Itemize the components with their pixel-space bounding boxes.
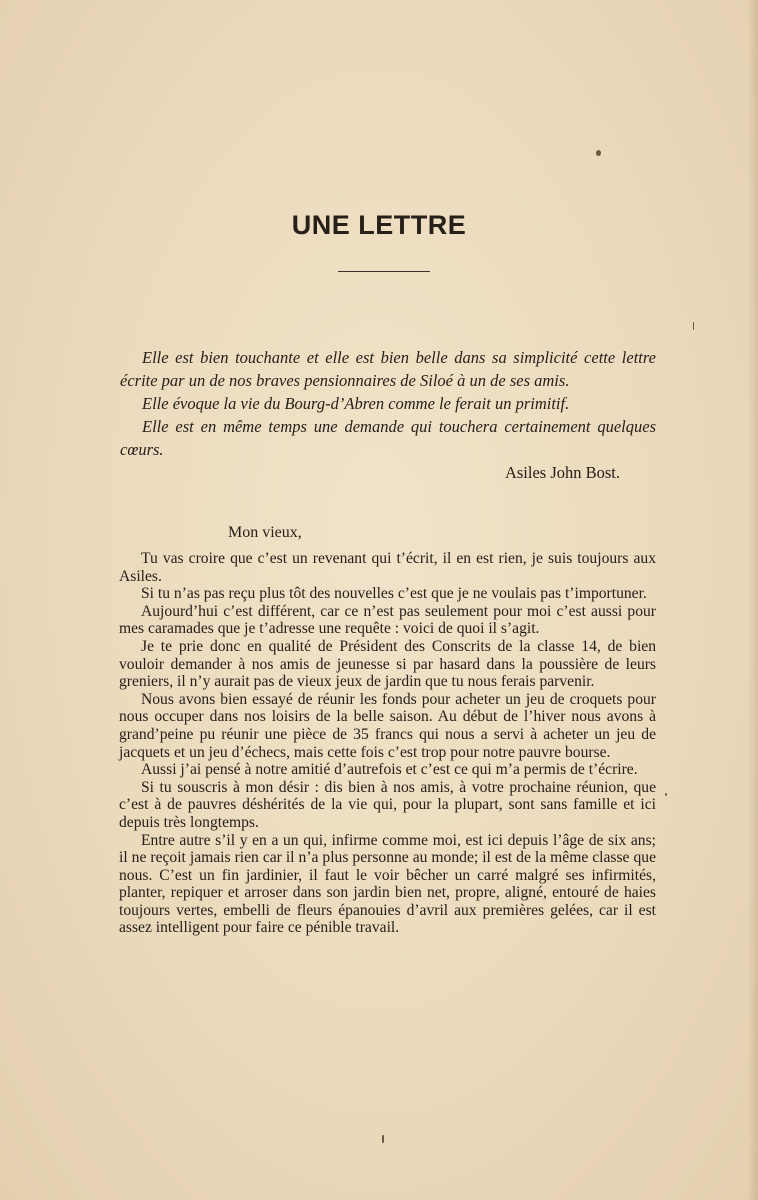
- title-divider: [338, 271, 430, 272]
- intro-paragraph: Elle est bien touchante et elle est bien belle dans sa simplicité cette lettre écrite par un de nos braves pensionnaires de Siloé à un de ses amis.: [120, 348, 656, 390]
- page-title: UNE LETTRE: [291, 210, 467, 240]
- letter-body: [119, 550, 656, 937]
- letter-salutation: Mon vieux,: [228, 524, 302, 541]
- paper-speck: [596, 150, 601, 156]
- letter-paragraph: Si tu n’as pas reçu plus tôt des nouvelles c’est que je ne voulais pas t’importuner.: [141, 585, 647, 603]
- letter-paragraph: Tu vas croire que c’est un revenant qui t’écrit, il en est rien, je suis toujours aux Asiles.: [119, 550, 656, 585]
- letter-paragraph: Aussi j’ai pensé à notre amitié d’autrefois et c’est ce qui m’a permis de t’écrire.: [141, 761, 638, 779]
- letter-paragraph: Entre autre s’il y en a un qui, infirme comme moi, est ici depuis l’âge de six ans; il ne reçoit jamais rien car il n’a plus personne au monde; il est de la même classe que nous. C’est un fin jardinier, il faut le voir bêcher un carré malgré ses infirmités, planter, repiquer et arroser dans son jardin bien net, propre, aligné, entouré de haies toujours vertes, embelli de fleurs épanouies d’avril aux premières gelées, car il est assez intelligent pour faire ce pénible travail.: [119, 831, 656, 937]
- intro-signature: Asiles John Bost.: [504, 463, 620, 482]
- letter-paragraph: Je te prie donc en qualité de Président des Conscrits de la classe 14, de bien vouloir demander à nos amis de jeunesse si par hasard dans la poussière de leurs greniers, il n’y aurait pas de vieux jeux de jardin que tu nous ferais parvenir.: [119, 637, 656, 691]
- paper-speck: [665, 793, 667, 796]
- editorial-intro: [120, 346, 656, 484]
- page-edge-shadow: [748, 0, 758, 1200]
- intro-paragraph: Elle est en même temps une demande qui touchera certainement quelques cœurs.: [120, 417, 656, 459]
- letter-paragraph: Aujourd’hui c’est différent, car ce n’est pas seulement pour moi c’est aussi pour mes caramades que je t’adresse une requête : voici de quoi il s’agit.: [119, 602, 656, 638]
- paper-speck: [693, 322, 694, 330]
- letter-paragraph: Nous avons bien essayé de réunir les fonds pour acheter un jeu de croquets pour nous occuper dans nos loisirs de la belle saison. Au début de l’hiver nous avons à grand’peine pu réunir une pièce de 35 francs qui nous a servi à acheter un jeu de jacquets et un jeu d’échecs, mais cette fois c’est trop pour notre pauvre bourse.: [119, 690, 656, 761]
- letter-paragraph: Si tu souscris à mon désir : dis bien à nos amis, à votre prochaine réunion, que c’est à de pauvres déshérités de la vie qui, pour la plupart, sont sans famille et ici depuis très longtemps.: [119, 778, 656, 831]
- paper-speck: [382, 1135, 384, 1143]
- intro-paragraph: Elle évoque la vie du Bourg-d’Abren comme le ferait un primitif.: [142, 394, 570, 413]
